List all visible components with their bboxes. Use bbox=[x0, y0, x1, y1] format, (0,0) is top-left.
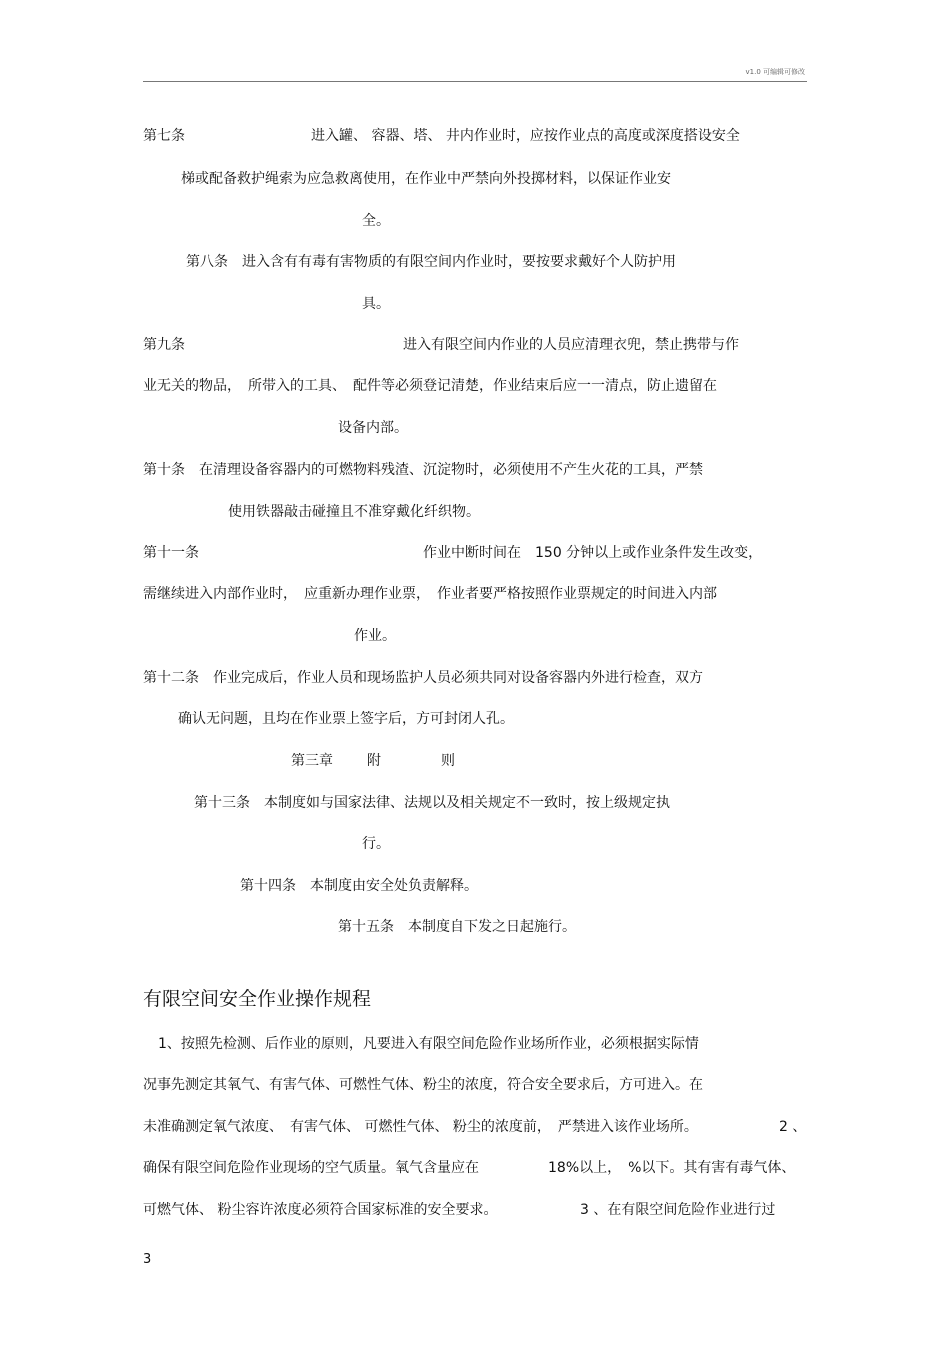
header-text: v1.0 可编辑可修改 bbox=[745, 68, 805, 76]
line: 设备内部。 bbox=[338, 420, 408, 436]
section-title: 有限空间安全作业操作规程 bbox=[143, 988, 372, 1010]
line: 未准确测定氧气浓度、 有害气体、 可燃性气体、 粉尘的浓度前， 严禁进入该作业场所。 bbox=[143, 1119, 698, 1135]
line: 全。 bbox=[362, 213, 390, 229]
line: 第十一条 bbox=[143, 545, 199, 561]
line: 梯或配备救护绳索为应急救离使用，在作业中严禁向外投掷材料，以保证作业安 bbox=[181, 171, 671, 187]
line: 3 、在有限空间危险作业进行过 bbox=[580, 1202, 776, 1218]
chapter-heading: 则 bbox=[441, 753, 455, 769]
page-number: 3 bbox=[143, 1252, 152, 1267]
line: 况事先测定其氧气、有害气体、可燃性气体、粉尘的浓度，符合安全要求后，方可进入。在 bbox=[143, 1077, 703, 1093]
line: 确认无问题，且均在作业票上签字后，方可封闭人孔。 bbox=[178, 711, 514, 727]
line: 1、按照先检测、后作业的原则，凡要进入有限空间危险作业场所作业，必须根据实际情 bbox=[158, 1036, 699, 1052]
line: 需继续进入内部作业时， 应重新办理作业票， 作业者要严格按照作业票规定的时间进入内部 bbox=[143, 586, 717, 602]
line: 具。 bbox=[362, 296, 390, 312]
line: 行。 bbox=[362, 836, 390, 852]
line: 进入罐、 容器、塔、 井内作业时，应按作业点的高度或深度搭设安全 bbox=[311, 128, 740, 144]
line: 业无关的物品， 所带入的工具、 配件等必须登记清楚，作业结束后应一一清点，防止遗留在 bbox=[143, 378, 717, 394]
line: 第十二条 作业完成后，作业人员和现场监护人员必须共同对设备容器内外进行检查，双方 bbox=[143, 670, 703, 686]
line: 第十条 在清理设备容器内的可燃物料残渣、沉淀物时，必须使用不产生火花的工具，严禁 bbox=[143, 462, 703, 478]
line: 2 、 bbox=[779, 1119, 807, 1135]
chapter-heading: 第三章 bbox=[291, 753, 333, 769]
line: 确保有限空间危险作业现场的空气质量。氧气含量应在 bbox=[143, 1160, 479, 1176]
line: 第十四条 本制度由安全处负责解释。 bbox=[240, 878, 478, 894]
line: 可燃气体、 粉尘容许浓度必须符合国家标准的安全要求。 bbox=[143, 1202, 498, 1218]
chapter-heading: 附 bbox=[367, 753, 381, 769]
header-rule bbox=[143, 81, 807, 82]
line: 作业。 bbox=[354, 628, 396, 644]
line: 作业中断时间在 150 分钟以上或作业条件发生改变， bbox=[423, 545, 763, 561]
line: 第七条 bbox=[143, 128, 185, 144]
line: 第十五条 本制度自下发之日起施行。 bbox=[338, 919, 576, 935]
line: 第十三条 本制度如与国家法律、法规以及相关规定不一致时，按上级规定执 bbox=[194, 795, 670, 811]
line: 第八条 进入含有有毒有害物质的有限空间内作业时，要按要求戴好个人防护用 bbox=[186, 254, 676, 270]
line: 第九条 bbox=[143, 337, 185, 353]
line: 18%以上， %以下。其有害有毒气体、 bbox=[548, 1160, 796, 1176]
line: 进入有限空间内作业的人员应清理衣兜，禁止携带与作 bbox=[403, 337, 739, 353]
line: 使用铁器敲击碰撞且不准穿戴化纤织物。 bbox=[228, 504, 480, 520]
